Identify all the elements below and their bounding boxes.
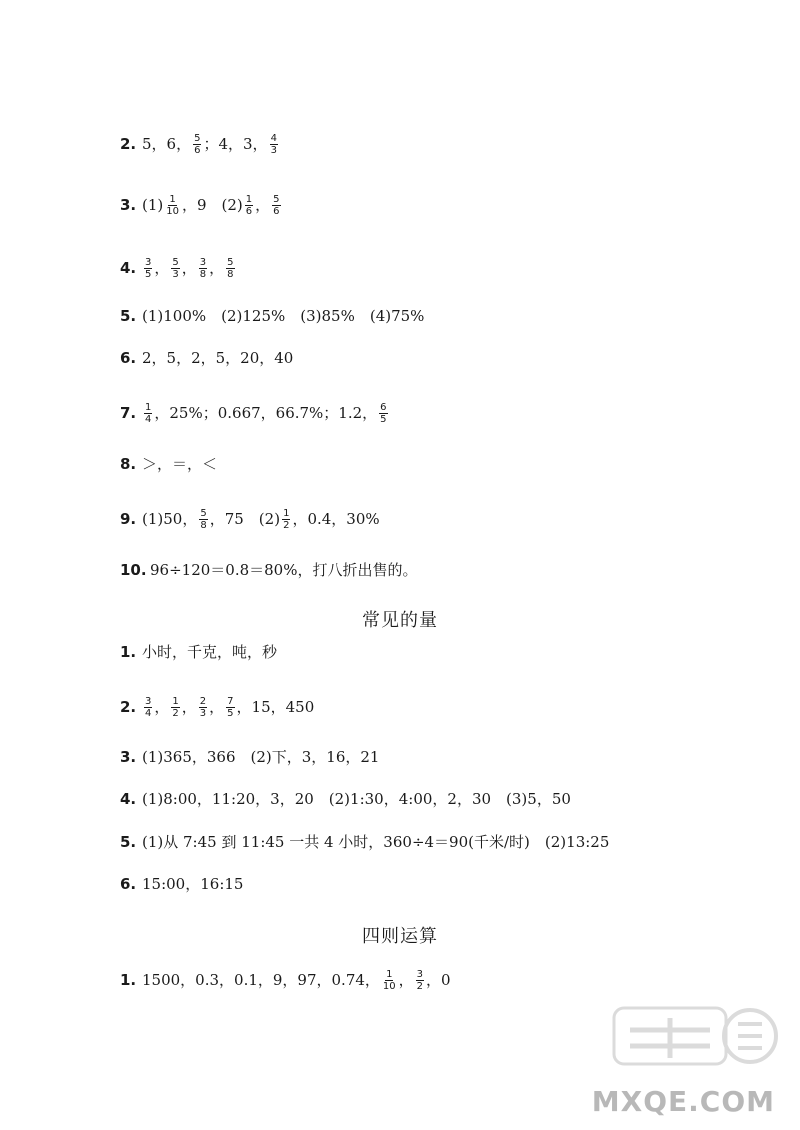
denominator: 4 xyxy=(145,708,152,719)
denominator: 3 xyxy=(270,145,277,156)
answer-2 xyxy=(120,695,314,718)
numerator: 5 xyxy=(273,194,280,205)
answer-10 xyxy=(120,560,417,580)
answer-text: ＞，＝，＜ xyxy=(142,455,218,473)
numerator: 6 xyxy=(380,402,387,413)
numerator: 1 xyxy=(245,194,253,205)
fraction xyxy=(193,133,201,156)
answer-4 xyxy=(120,256,237,279)
fraction xyxy=(245,194,253,217)
numerator: 2 xyxy=(199,696,207,707)
item-number: 9. xyxy=(120,509,137,528)
denominator: 2 xyxy=(416,981,424,992)
denominator: 6 xyxy=(194,145,201,156)
answer-text: (1)365，366 (2)下，3，16，21 xyxy=(142,748,380,766)
numerator: 5 xyxy=(194,133,201,144)
answer-text: ，0 xyxy=(426,970,451,989)
answer-text: ，75 (2) xyxy=(209,509,281,528)
fraction xyxy=(199,696,207,719)
fraction xyxy=(144,402,152,425)
item-number: 5. xyxy=(120,833,137,851)
answer-text: 15:00，16:15 xyxy=(142,875,244,893)
fraction xyxy=(379,402,387,425)
answer-text: ， xyxy=(398,970,414,989)
fraction xyxy=(226,696,234,719)
numerator: 4 xyxy=(270,133,277,144)
numerator: 5 xyxy=(227,257,234,268)
answer-text: 小时，千克，吨，秒 xyxy=(142,643,278,661)
numerator: 1 xyxy=(172,696,179,707)
item-number: 1. xyxy=(120,643,137,661)
numerator: 1 xyxy=(386,969,393,980)
answer-6 xyxy=(120,348,293,368)
numerator: 1 xyxy=(283,508,290,519)
fraction xyxy=(199,257,207,280)
fraction xyxy=(171,696,179,719)
item-number: 5. xyxy=(120,307,137,325)
answer-text: 2，5，2，5，20，40 xyxy=(142,349,294,367)
item-number: 3. xyxy=(120,195,137,214)
answer-3 xyxy=(120,747,379,767)
answer-5 xyxy=(120,306,424,326)
numerator: 5 xyxy=(200,508,207,519)
answer-text: 1500，0.3，0.1，9，97，0.74， xyxy=(142,970,380,989)
answer-8 xyxy=(120,454,217,474)
item-number: 6. xyxy=(120,349,137,367)
denominator: 3 xyxy=(199,708,207,719)
fraction xyxy=(272,194,280,217)
denominator: 8 xyxy=(227,269,234,280)
item-number: 1. xyxy=(120,970,137,989)
denominator: 2 xyxy=(283,520,290,531)
numerator: 3 xyxy=(145,696,152,707)
numerator: 1 xyxy=(145,402,152,413)
answer-1 xyxy=(120,968,451,991)
fraction xyxy=(144,257,152,280)
answer-text: (1)从 7:45 到 11:45 一共 4 小时，360÷4＝90(千米/时) (2)13:25 xyxy=(142,833,610,851)
numerator: 3 xyxy=(199,257,207,268)
item-number: 4. xyxy=(120,258,137,277)
answer-text: ，15，450 xyxy=(236,697,315,716)
fraction xyxy=(144,696,152,719)
answer-text: ， xyxy=(154,697,170,716)
answer-3 xyxy=(120,193,283,216)
answer-9 xyxy=(120,507,380,530)
numerator: 1 xyxy=(169,194,176,205)
fraction xyxy=(226,257,234,280)
fraction xyxy=(270,133,278,156)
answer-text: ，9 (2) xyxy=(181,195,243,214)
answer-text: ，25%；0.667，66.7%；1.2， xyxy=(154,403,378,422)
answer-4 xyxy=(120,789,571,809)
watermark-text: MXQE.COM xyxy=(591,1085,775,1118)
numerator: 7 xyxy=(227,696,234,707)
fraction xyxy=(382,969,397,992)
item-number: 2. xyxy=(120,697,137,716)
answer-1 xyxy=(120,642,277,662)
denominator: 3 xyxy=(172,269,179,280)
denominator: 5 xyxy=(380,414,387,425)
answer-text: ， xyxy=(181,697,197,716)
answer-text: 96÷120＝0.8＝80%，打八折出售的。 xyxy=(150,561,418,579)
section-title: 四则运算 xyxy=(362,926,438,947)
answer-text: (1)50， xyxy=(142,509,198,528)
fraction xyxy=(199,508,207,531)
item-number: 2. xyxy=(120,134,137,153)
answer-text: ， xyxy=(209,697,225,716)
item-number: 6. xyxy=(120,875,137,893)
answer-text: ， xyxy=(181,258,197,277)
answer-text: ；4，3， xyxy=(203,134,268,153)
denominator: 6 xyxy=(273,206,280,217)
numerator: 5 xyxy=(172,257,179,268)
item-number: 3. xyxy=(120,748,137,766)
denominator: 10 xyxy=(166,206,179,217)
fraction xyxy=(282,508,290,531)
answer-text: 5，6， xyxy=(142,134,192,153)
answer-text: ，0.4，30% xyxy=(292,509,380,528)
denominator: 5 xyxy=(227,708,234,719)
item-number: 7. xyxy=(120,403,137,422)
answer-7 xyxy=(120,401,390,424)
denominator: 8 xyxy=(199,269,207,280)
answer-text: (1) xyxy=(142,195,164,214)
denominator: 4 xyxy=(145,414,152,425)
item-number: 4. xyxy=(120,790,137,808)
denominator: 2 xyxy=(172,708,179,719)
fraction xyxy=(171,257,179,280)
denominator: 10 xyxy=(382,981,396,992)
answer-6 xyxy=(120,874,243,894)
answer-2 xyxy=(120,132,280,155)
denominator: 5 xyxy=(145,269,152,280)
answer-text: (1)8:00，11:20，3，20 (2)1:30，4:00，2，30 (3)5，50 xyxy=(142,790,571,808)
answer-text: ， xyxy=(209,258,225,277)
denominator: 6 xyxy=(245,206,253,217)
numerator: 3 xyxy=(416,969,424,980)
section-title: 常见的量 xyxy=(362,610,438,631)
answer-text: ， xyxy=(154,258,170,277)
item-number: 10. xyxy=(120,561,147,579)
numerator: 3 xyxy=(145,257,152,268)
answer-text: ， xyxy=(255,195,271,214)
denominator: 8 xyxy=(200,520,207,531)
item-number: 8. xyxy=(120,455,137,473)
answer-text: (1)100% (2)125% (3)85% (4)75% xyxy=(142,307,425,325)
watermark-logo xyxy=(610,1000,780,1070)
fraction xyxy=(416,969,424,992)
answer-5 xyxy=(120,832,609,852)
fraction xyxy=(165,194,180,217)
